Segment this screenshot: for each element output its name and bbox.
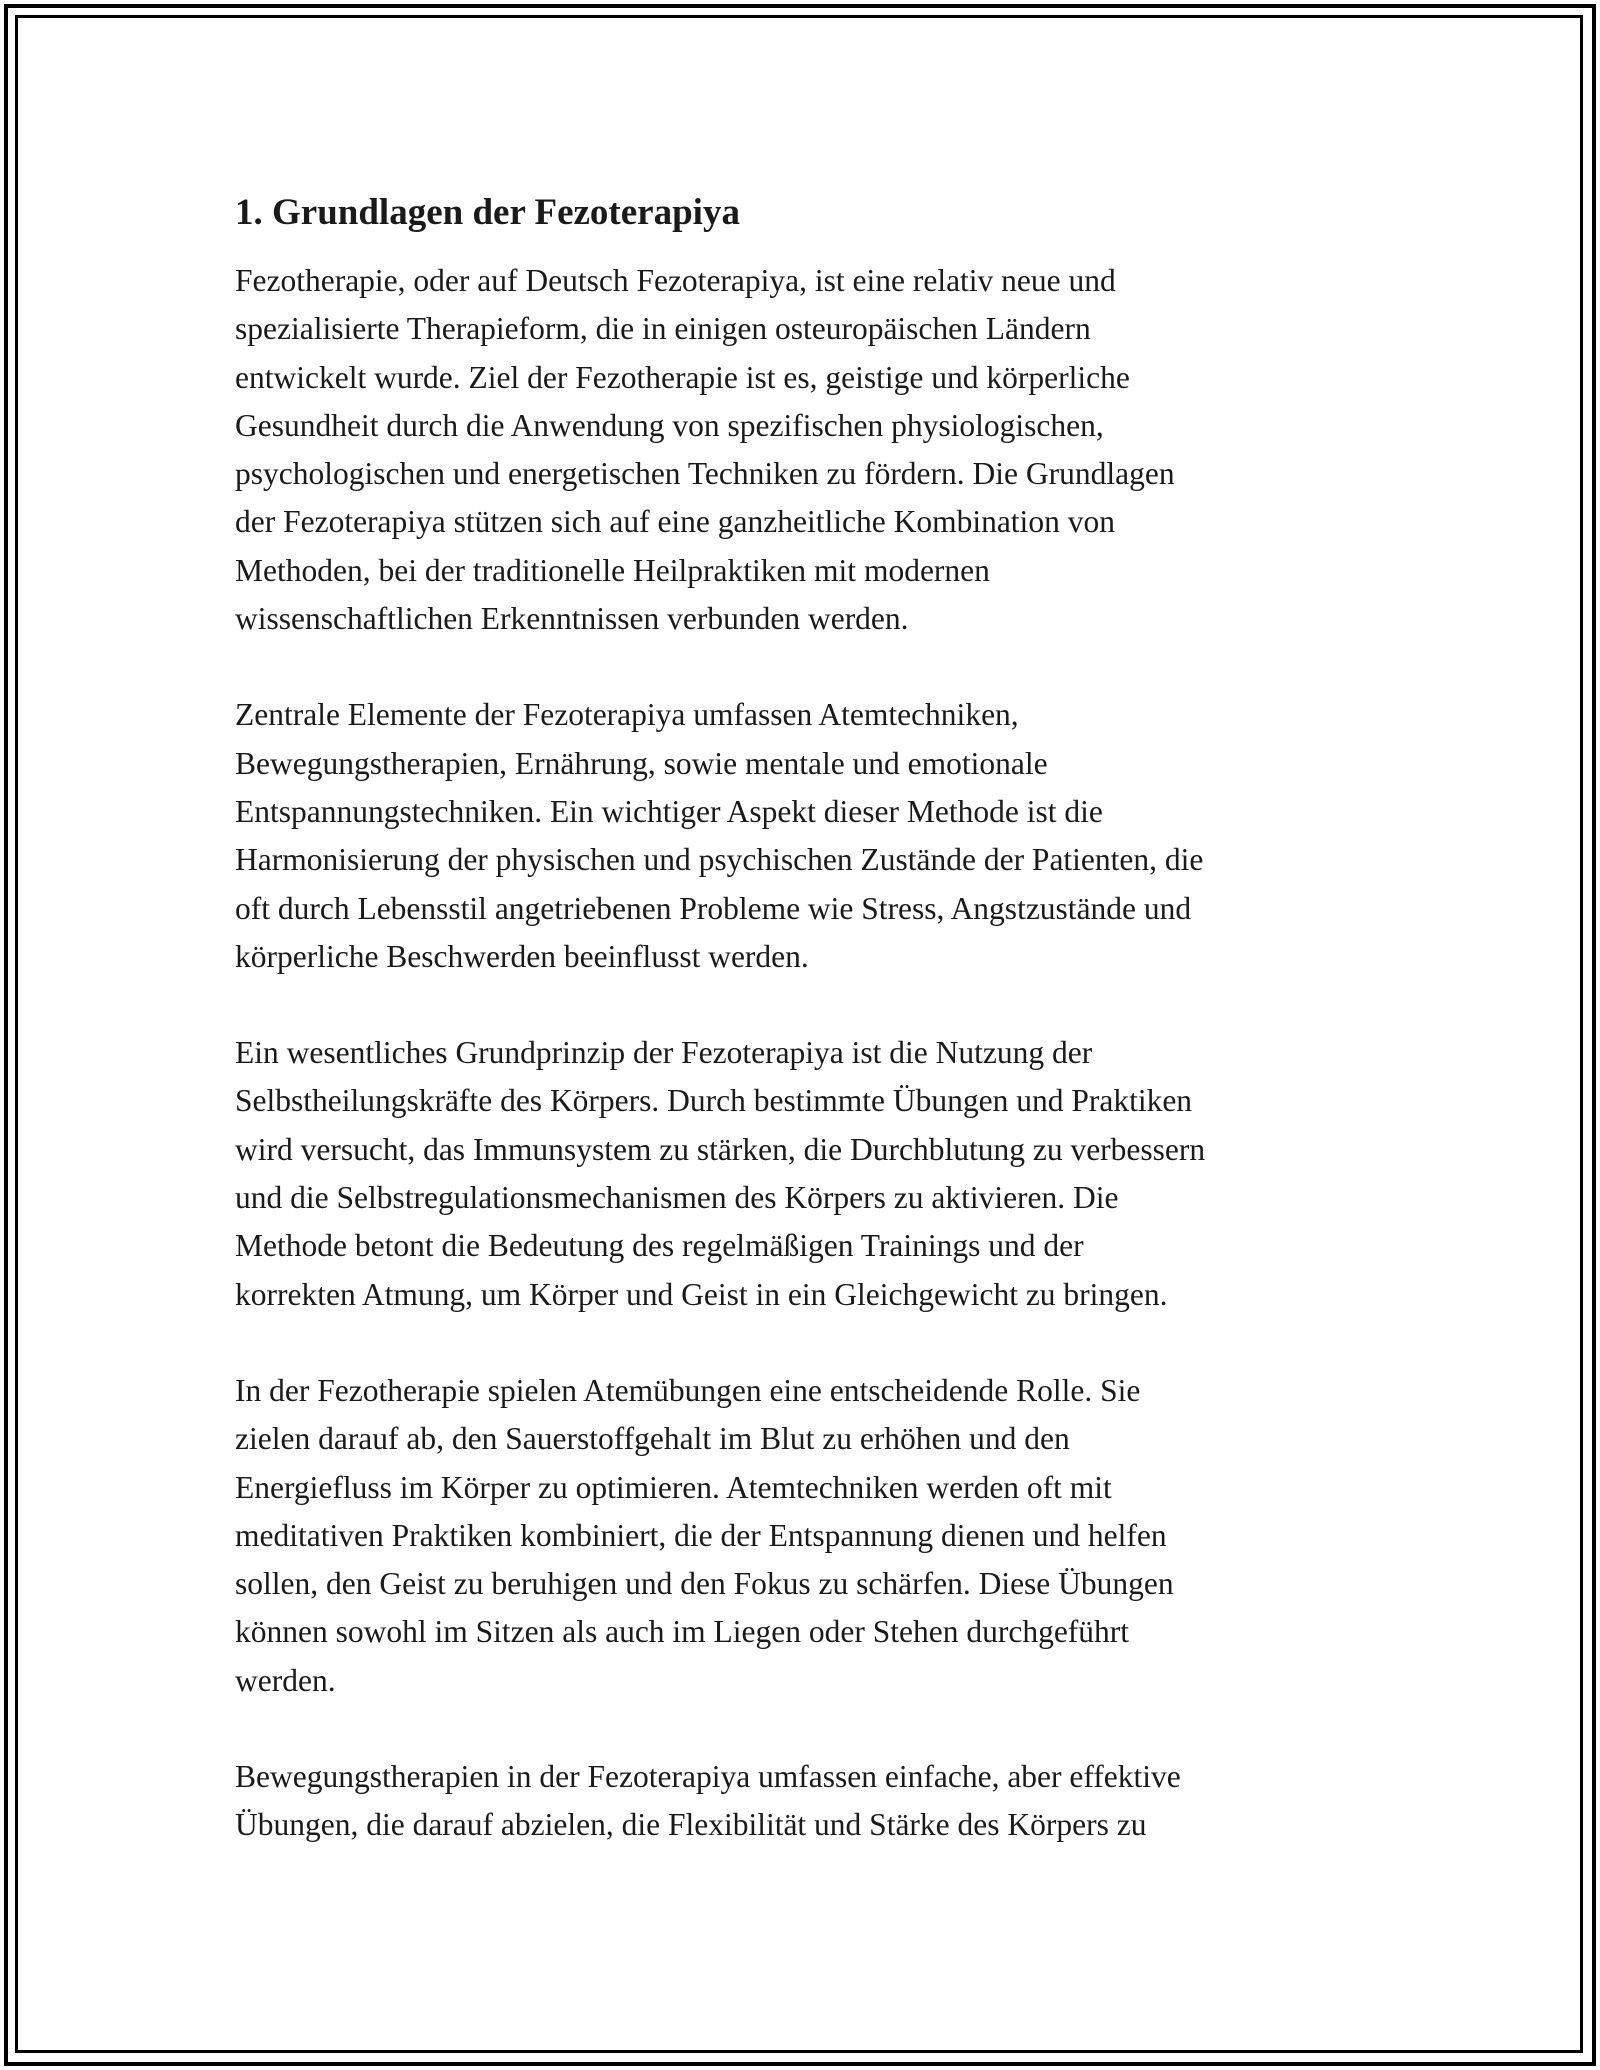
- paragraph: Fezotherapie, oder auf Deutsch Fezoterapiya, ist eine relativ neue und spezialisierte Therapieform, die in einigen osteuropäischen Ländern entwickelt wurde. Ziel der Fezotherapie ist es, geistige und körperliche Gesundheit durch die Anwendung von spezifischen physiologischen, psychologischen und energetischen Techniken zu fördern. Die Grundlagen der Fezoterapiya stützen sich auf eine ganzheitliche Kombination von Methoden, bei der traditionelle Heilpraktiken mit modernen wissenschaftlichen Erkenntnissen verbunden werden.: [235, 263, 1175, 637]
- paragraph: Zentrale Elemente der Fezoterapiya umfassen Atemtechniken, Bewegungstherapien, Ernährung, sowie mentale und emotionale Entspannungstechniken. Ein wichtiger Aspekt dieser Methode ist die Harmonisierung der physischen und psychischen Zustände der Patienten, die oft durch Lebensstil angetriebenen Probleme wie Stress, Angstzustände und körperliche Beschwerden beeinflusst werden.: [235, 697, 1204, 974]
- paragraph: Ein wesentliches Grundprinzip der Fezoterapiya ist die Nutzung der Selbstheilungskräfte des Körpers. Durch bestimmte Übungen und Praktiken wird versucht, das Immunsystem zu stärken, die Durchblutung zu verbessern und die Selbstregulationsmechanismen des Körpers zu aktivieren. Die Methode betont die Bedeutung des regelmäßigen Trainings und der korrekten Atmung, um Körper und Geist in ein Gleichgewicht zu bringen.: [235, 1035, 1206, 1312]
- document-body: [235, 187, 1375, 1898]
- paragraph: In der Fezotherapie spielen Atemübungen eine entscheidende Rolle. Sie zielen darauf ab, den Sauerstoffgehalt im Blut zu erhöhen und den Energiefluss im Körper zu optimieren. Atemtechniken werden oft mit meditativen Praktiken kombiniert, die der Entspannung dienen und helfen sollen, den Geist zu beruhigen und den Fokus zu schärfen. Diese Übungen können sowohl im Sitzen als auch im Liegen oder Stehen durchgeführt werden.: [235, 1372, 1174, 1698]
- paragraph: Bewegungstherapien in der Fezoterapiya umfassen einfache, aber effektive Übungen, die darauf abzielen, die Flexibilität und Stärke des Körpers zu: [235, 1759, 1181, 1843]
- section-heading: 1. Grundlagen der Fezoterapiya: [235, 192, 740, 233]
